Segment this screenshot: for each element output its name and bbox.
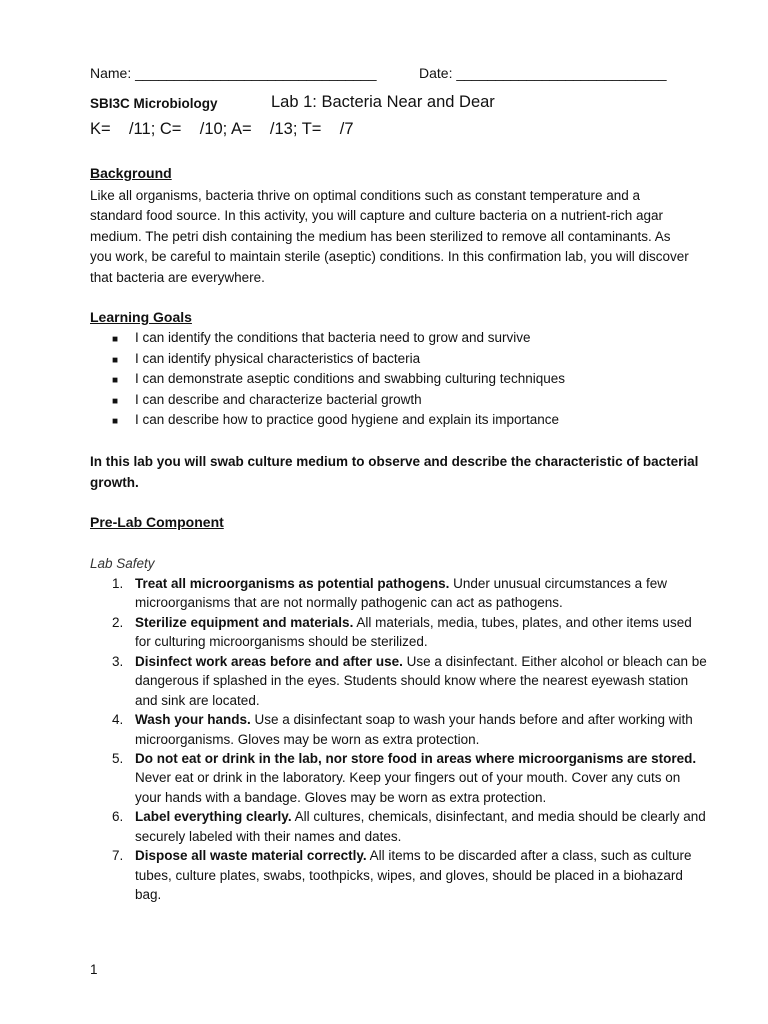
lab-safety-subheading: Lab Safety [90, 556, 155, 571]
safety-rule-item [108, 749, 708, 807]
square-bullet-icon: ■ [112, 354, 119, 366]
learning-goal-item [112, 410, 565, 431]
learning-goals-heading: Learning Goals [90, 309, 192, 325]
lab-objective: In this lab you will swab culture medium to observe and describe the characteristic of bacterial growth. [90, 454, 699, 490]
marks-breakdown: K= /11; C= /10; A= /13; T= /7 [90, 120, 354, 138]
safety-rule-title: Treat all microorganisms as potential pathogens. [135, 576, 450, 591]
background-paragraph: Like all organisms, bacteria thrive on optimal conditions such as constant temperature and a standard food source. In this activity, you will capture and culture bacteria on a nutrient-rich agar medium. The petri dish containing the medium has been sterilized to remove all contaminants. As you work, be careful to maintain sterile (aseptic) conditions. In this confirmation lab, you will discover that bacteria are everywhere. [90, 188, 689, 285]
date-field-label: Date: ___________________________ [419, 65, 667, 81]
safety-rule-title: Label everything clearly. [135, 809, 292, 825]
learning-goal-text: I can describe how to practice good hygiene and explain its importance [135, 412, 560, 427]
lab-safety-rules-list [108, 574, 708, 905]
safety-rule-title: Dispose all waste material correctly. [135, 848, 367, 864]
square-bullet-icon: ■ [112, 395, 119, 407]
safety-rule-item [108, 613, 708, 652]
prelab-heading: Pre-Lab Component [90, 514, 224, 530]
safety-rule-number: 6. [112, 809, 124, 825]
safety-rule-text: Use a disinfectant soap to wash your hands before and after working with microorganisms. Gloves may be worn as extra protection. [135, 712, 693, 747]
safety-rule-number: 5. [112, 751, 124, 767]
learning-goal-item [112, 349, 565, 370]
safety-rule-number: 4. [112, 712, 124, 728]
safety-rule-title: Do not eat or drink in the lab, nor store food in areas where microorganisms are stored. [135, 751, 697, 767]
learning-goal-item [112, 328, 565, 349]
safety-rule-number: 3. [112, 653, 124, 669]
safety-rule-number: 7. [112, 848, 124, 864]
safety-rule-text: All cultures, chemicals, disinfectant, and media should be clearly and securely labeled with their names and dates. [135, 809, 706, 844]
safety-rule-item [108, 807, 708, 846]
safety-rule-number: 2. [112, 614, 124, 630]
safety-rule-text: All materials, media, tubes, plates, and other items used for culturing microorganisms should be sterilized. [135, 614, 692, 650]
learning-goal-text: I can identify the conditions that bacteria need to grow and survive [135, 330, 531, 345]
learning-goal-text: I can identify physical characteristics of bacteria [135, 350, 421, 366]
learning-goal-item [112, 369, 565, 390]
square-bullet-icon: ■ [112, 334, 119, 345]
safety-rule-text: Never eat or drink in the laboratory. Keep your fingers out of your mouth. Cover any cuts on your hands with a bandage. Gloves may be worn as extra protection. [135, 770, 681, 805]
learning-goal-text: I can describe and characterize bacterial growth [135, 391, 422, 407]
learning-goal-item [112, 390, 565, 411]
safety-rule-item [108, 710, 708, 749]
learning-goals-list [112, 328, 565, 431]
background-heading: Background [90, 165, 172, 181]
safety-rule-item [108, 846, 708, 904]
safety-rule-number: 1. [112, 576, 124, 591]
learning-goal-text: I can demonstrate aseptic conditions and swabbing culturing techniques [135, 371, 566, 386]
safety-rule-title: Sterilize equipment and materials. [135, 614, 354, 630]
page-number: 1 [90, 962, 98, 977]
square-bullet-icon: ■ [112, 375, 119, 386]
safety-rule-item [108, 652, 708, 710]
safety-rule-title: Disinfect work areas before and after use. [135, 653, 403, 669]
lab-title: Lab 1: Bacteria Near and Dear [271, 93, 495, 111]
safety-rule-item [108, 574, 708, 613]
safety-rule-text: All items to be discarded after a class, such as culture tubes, culture plates, swabs, toothpicks, wipes, and gloves, should be placed in a biohazard bag. [135, 848, 692, 903]
safety-rule-text: Use a disinfectant. Either alcohol or bleach can be dangerous if splashed in the eyes. Students should know where the nearest eyewash station and sink are located. [135, 653, 707, 708]
name-field-label: Name: _______________________________ [90, 65, 377, 81]
safety-rule-title: Wash your hands. [135, 712, 251, 728]
square-bullet-icon: ■ [112, 416, 119, 427]
course-code: SBI3C Microbiology [90, 96, 218, 111]
safety-rule-text: Under unusual circumstances a few microorganisms that are not normally pathogenic can act as pathogens. [135, 576, 667, 611]
